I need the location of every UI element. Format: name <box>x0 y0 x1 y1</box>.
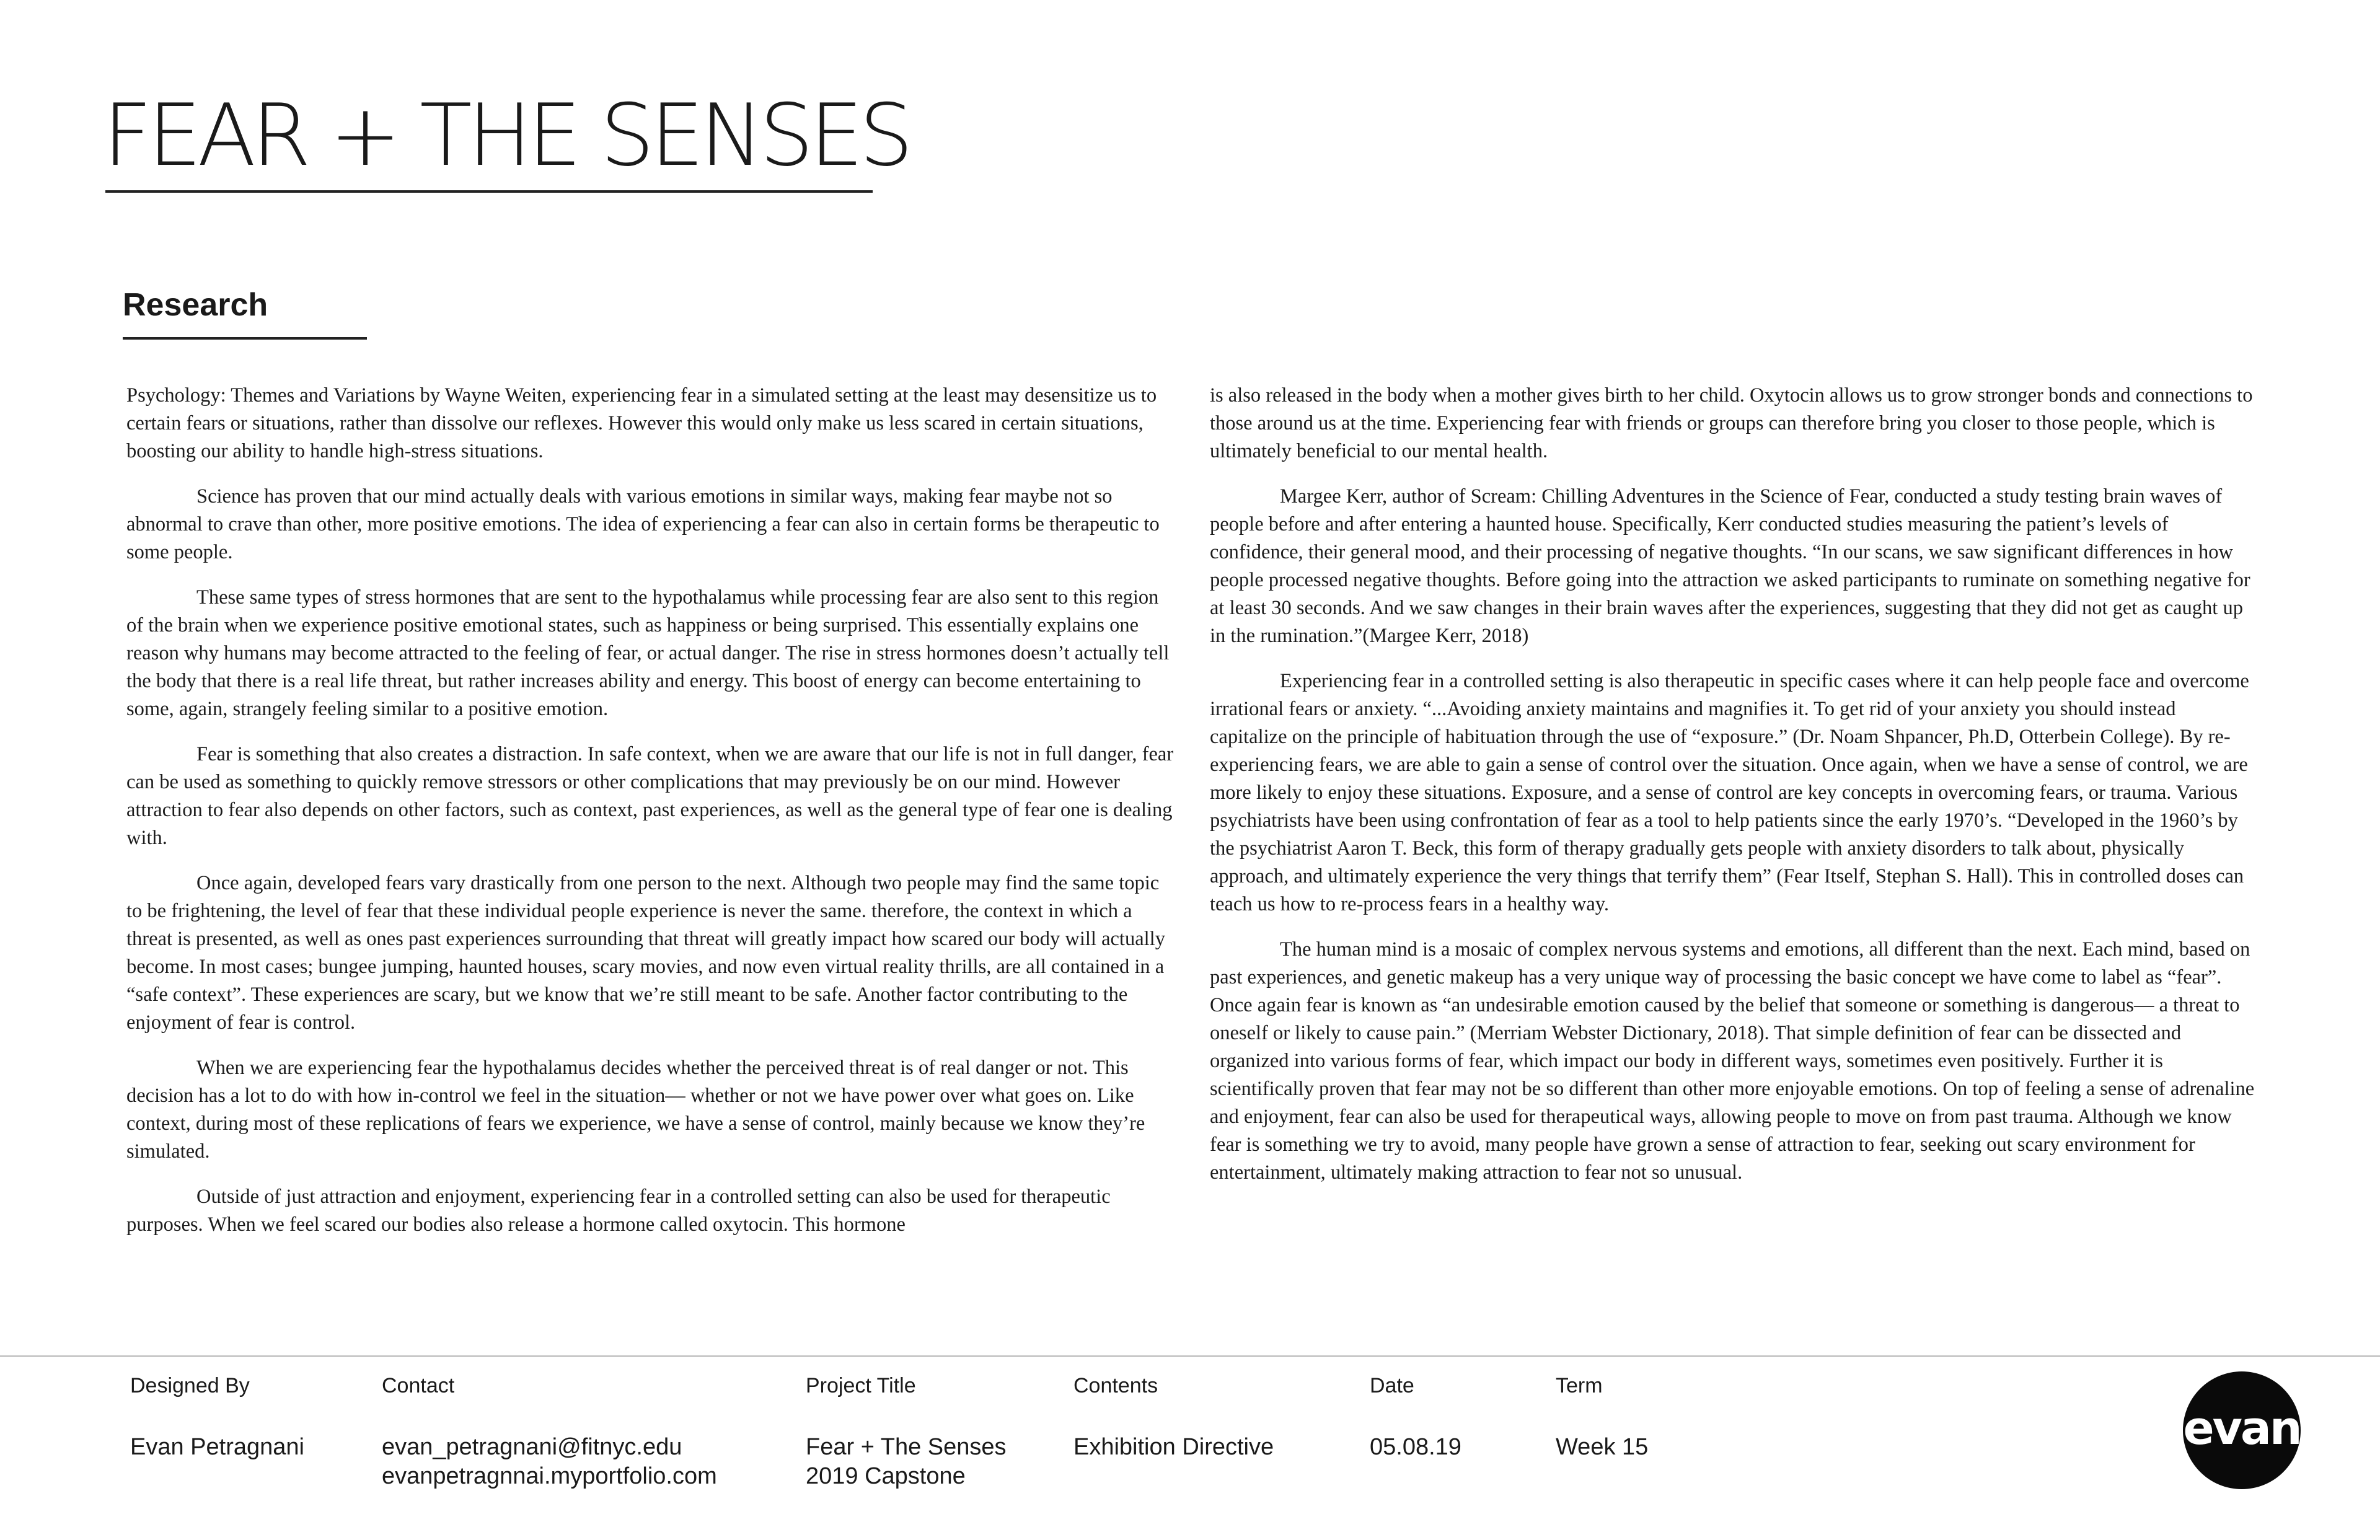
footer-contact <box>382 1373 717 1491</box>
footer-value: 05.08.19 <box>1370 1434 1461 1460</box>
contact-portfolio: evanpetragnnai.myportfolio.com <box>382 1463 717 1489</box>
body-column-right <box>1210 382 2257 1204</box>
footer-divider <box>0 1355 2380 1357</box>
paragraph: Once again, developed fears vary drastically from one person to the next. Although two people may find the same topic to be frightening, the level of fear that these individual people experience is never the same. therefore, the context in which a threat is presented, as well as ones past experiences surrounding that threat will greatly impact how scared our body will actually become. In most cases; bungee jumping, haunted houses, scary movies, and now even virtual reality thrills, are all contained in a “safe context”. These experiences are scary, but we know that we’re still meant to be safe. Another factor contributing to the enjoyment of fear is control. <box>126 872 1165 1034</box>
footer-term <box>1556 1373 1648 1462</box>
footer-value: Week 15 <box>1556 1434 1649 1460</box>
footer-label: Contents <box>1073 1374 1158 1397</box>
evan-logo <box>2183 1371 2301 1489</box>
title-underline <box>105 190 873 193</box>
logo-text: evan <box>2183 1402 2301 1455</box>
paragraph: Outside of just attraction and enjoyment, experiencing fear in a controlled setting can also be used for therapeutic purposes. When we feel scared our bodies also release a hormone called oxytocin. This hormone <box>126 1186 1111 1236</box>
contact-email: evan_petragnani@fitnyc.edu <box>382 1434 682 1460</box>
paragraph: When we are experiencing fear the hypothalamus decides whether the perceived threat is of real danger or not. This decision has a lot to do with how in-control we feel in the situation— whether or not we have power over what goes on. Like context, during most of these replications of fears we experience, we have a sense of control, mainly because we know they’re simulated. <box>126 1057 1145 1163</box>
project-subtitle: 2019 Capstone <box>806 1463 966 1489</box>
paragraph: Science has proven that our mind actually deals with various emotions in similar ways, making fear maybe not so abnormal to crave than other, more positive emotions. The idea of experiencing a fear can also in certain forms be therapeutic to some people. <box>126 485 1160 563</box>
paragraph: Margee Kerr, author of Scream: Chilling Adventures in the Science of Fear, conducted a study testing brain waves of people before and after entering a haunted house. Specifically, Kerr conducted studies measuring the patient’s levels of confidence, their general mood, and their processing of negative thoughts. “In our scans, we saw significant differences in how people processed negative thoughts. Before going into the attraction we asked participants to ruminate on something negative for at least 30 seconds. And we saw changes in their brain waves after the experiences, suggesting that they did not get as caught up in the rumination.”(Margee Kerr, 2018) <box>1210 485 2250 647</box>
page-title: FEAR + THE SENSES <box>103 86 909 185</box>
project-name: Fear + The Senses <box>806 1434 1007 1460</box>
footer-label: Term <box>1556 1374 1603 1397</box>
footer-label: Date <box>1370 1374 1414 1397</box>
paragraph: These same types of stress hormones that are sent to the hypothalamus while processing fear are also sent to this region of the brain when we experience positive emotional states, such as happiness or being surprised. This essentially explains one reason why humans may become attracted to the feeling of fear, or actual danger. The rise in stress hormones doesn’t actually tell the body that there is a real life threat, but rather increases ability and energy. This boost of energy can become entertaining to some, again, strangely feeling similar to a positive emotion. <box>126 586 1170 720</box>
footer-date <box>1370 1373 1461 1462</box>
footer-value: Exhibition Directive <box>1073 1434 1274 1460</box>
paragraph: is also released in the body when a mother gives birth to her child. Oxytocin allows us to grow stronger bonds and connections to those around us at the time. Experiencing fear with friends or groups can therefore bring you closer to those people, which is ultimately beneficial to our mental health. <box>1210 384 2253 462</box>
footer-label: Designed By <box>130 1374 250 1397</box>
body-column-left <box>126 382 1174 1256</box>
footer-contents <box>1073 1373 1274 1462</box>
paragraph: Psychology: Themes and Variations by Wayne Weiten, experiencing fear in a simulated setting at the least may desensitize us to certain fears or situations, rather than dissolve our reflexes. However this would only make us less scared in certain situations, boosting our ability to handle high-stress situations. <box>126 384 1157 462</box>
footer-value: Evan Petragnani <box>130 1434 304 1460</box>
footer-designed-by <box>130 1373 304 1462</box>
paragraph: Experiencing fear in a controlled setting is also therapeutic in specific cases where it can help people face and overcome irrational fears or anxiety. “...Avoiding anxiety maintains and magnifies it. To get rid of your anxiety you should instead capitalize on the principle of habituation through the use of “exposure.” (Dr. Noam Shpancer, Ph.D, Otterbein College). By re-experiencing fears, we are able to gain a sense of control over the situation. Once again, when we have a sense of control, we are more likely to enjoy these situations. Exposure, and a sense of control are key concepts in overcoming fears, or trauma. Various psychiatrists have been using confrontation of fear as a tool to help patients since the early 1970’s. “Developed in the 1960’s by the psychiatrist Aaron T. Beck, this form of therapy gradually gets people with anxiety disorders to talk about, physically approach, and ultimately experience the very things that terrify them” (Fear Itself, Stephan S. Hall). This in controlled doses can teach us how to re-process fears in a healthy way. <box>1210 670 2249 915</box>
footer-label: Contact <box>382 1374 455 1397</box>
paragraph: The human mind is a mosaic of complex nervous systems and emotions, all different than the next. Each mind, based on past experiences, and genetic makeup has a very unique way of processing the basic concept we have come to label as “fear”. Once again fear is known as “an undesirable emotion caused by the belief that someone or something is dangerous— a threat to oneself or likely to cause pain.” (Merriam Webster Dictionary, 2018). That simple definition of fear can be dissected and organized into various forms of fear, which impact our body in different ways, sometimes even positively. Further it is scientifically proven that fear may not be so different than other more enjoyable emotions. On top of feeling a sense of adrenaline and enjoyment, fear can also be used for therapeutical ways, allowing people to move on from past trauma. Although we know fear is something we try to avoid, many people have grown a sense of attraction to fear, seeking out scary environment for entertainment, ultimately making attraction to fear not so unusual. <box>1210 938 2255 1184</box>
footer-project-title <box>806 1373 1007 1491</box>
section-underline <box>123 337 367 340</box>
paragraph: Fear is something that also creates a distraction. In safe context, when we are aware that our life is not in full danger, fear can be used as something to quickly remove stressors or other complications that may previously be on our mind. However attraction to fear also depends on other factors, such as context, past experiences, as well as the general type of fear one is dealing with. <box>126 743 1174 849</box>
section-heading: Research <box>123 287 268 323</box>
footer-label: Project Title <box>806 1374 916 1397</box>
